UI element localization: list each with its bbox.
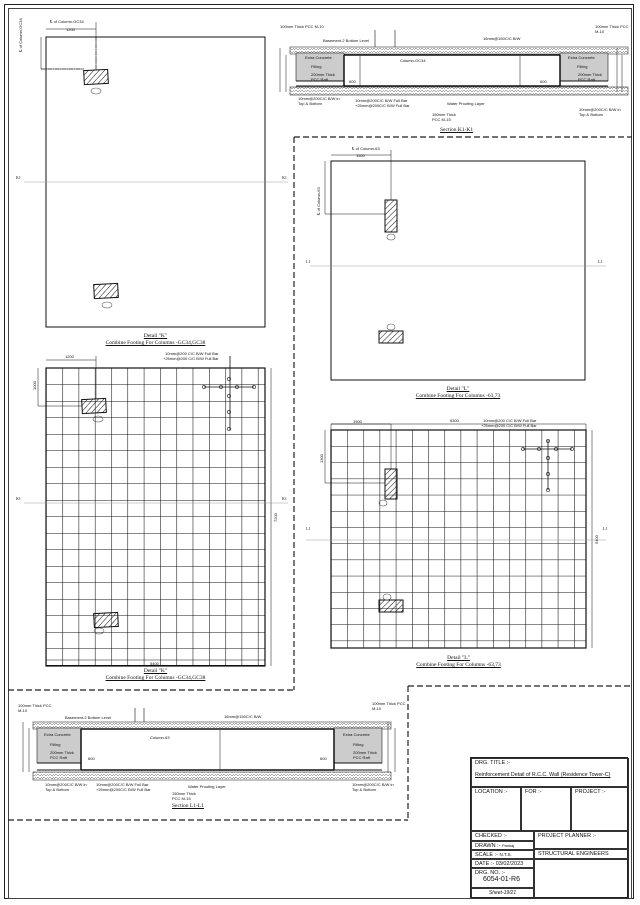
sl1-raft-right: 200mm Thick PCC Raft (353, 750, 377, 760)
bar-note-1-l: 10mm@200 C/C B/W Full Bar (483, 418, 537, 423)
date-value: 03/02/2023 (495, 861, 524, 867)
drg-no-cell (471, 868, 534, 888)
column-label-63: ℄ of Column-63 (352, 146, 380, 151)
drawn-label: DRAWN :- (475, 843, 501, 849)
structural-engineers: STRUCTURAL ENGINEERS (538, 851, 609, 857)
sl1-dim-600-left: 600 (88, 756, 95, 761)
sk1-waterproof: Water Proofing Layer (447, 101, 485, 106)
sk1-dim-600-left: 600 (349, 79, 356, 84)
checked-cell (471, 831, 534, 841)
detail-k-reinf-subcaption: Combine Footing For Columns -GC34,GC38 (105, 675, 206, 681)
detail-l-reinf-caption: Detail "L" (447, 655, 470, 661)
project-label: PROJECT :- (575, 789, 606, 795)
dim-6300: 6300 (450, 418, 459, 423)
column-label-gc34: ℄ of Column-GC34 (50, 19, 84, 24)
dim-5400: 5400 (150, 661, 159, 666)
drg-title: Reinforcement Detail of R.C.C. Wall (Residence Tower-C) (475, 772, 611, 778)
sl1-waterproof: Water Proofing Layer (188, 784, 226, 789)
project-planner-cell (534, 831, 629, 849)
sheet-number-cell (471, 888, 534, 899)
sl1-filling-right: Filling (353, 742, 364, 747)
detail-l-reinf-subcaption: Combine Footing For Columns -63,73 (416, 662, 501, 668)
section-mark-l1-right: L1 (598, 259, 603, 264)
sk1-extra-concrete-left: Extra Concrete (305, 55, 332, 60)
sl1-pcc-top-left: 100mm Thick PCC M-10 (18, 703, 52, 713)
drg-no-label: DRG. NO. :- (475, 870, 505, 876)
sl1-bottom-bar-1: 10mm@200C/C B/W Full Bar (96, 782, 149, 787)
sl1-bottom-left-bar: 10mm@200C/C B/W in Top & Bottom (45, 782, 87, 792)
dim-1500: 1500 (356, 153, 365, 158)
drawn-cell (471, 841, 534, 850)
dim-7200: 7200 (273, 513, 278, 522)
dim-1500-reinf: 1500 (353, 419, 362, 424)
drg-no: 6054-01-R6 (483, 876, 520, 883)
sl1-pcc-top-right: 100mm Thick PCC M-10 (372, 701, 406, 711)
sk1-pcc-bottom: 150mm Thick PCC M-15 (432, 112, 456, 122)
bar-note-2-k: +25mm@200 C/C B/W Full Bar (163, 356, 219, 361)
scale-label: SCALE :- (475, 852, 498, 858)
sk1-extra-concrete-right: Extra Concrete (568, 55, 595, 60)
bar-note-1-k: 10mm@200 C/C B/W Full Bar (165, 351, 219, 356)
sl1-pcc-bottom: 150mm Thick PCC M-15 (172, 791, 196, 801)
section-l1-caption: Section L1-L1 (172, 803, 204, 809)
detail-k-caption: Detail "K" (143, 333, 168, 339)
location-cell (471, 787, 521, 831)
dim-5400-l: 5400 (594, 535, 599, 544)
sk1-pcc-top-left: 100mm Thick PCC M-10 (280, 24, 324, 29)
blank-cell (534, 859, 629, 899)
sk1-raft-right: 200mm Thick PCC Raft (578, 72, 602, 82)
sl1-dim-600-right: 600 (320, 756, 327, 761)
sk1-pcc-top-right: 100mm Thick PCC M-10 (595, 24, 629, 34)
sl1-filling-left: Filling (50, 742, 61, 747)
sl1-bottom-right-bar: 10mm@200C/C B/W in Top & Bottom (352, 782, 394, 792)
date-label: DATE :- (475, 861, 495, 867)
detail-l-subcaption: Combine Footing For Columns -63,73 (415, 393, 501, 399)
sk1-filling-right: Filling (577, 64, 588, 69)
sheet-number: Sheet-19/21 (488, 890, 517, 896)
dim-1200: 1200 (66, 27, 75, 32)
sk1-raft-left: 200mm Thick PCC Raft (311, 72, 335, 82)
sk1-dim-600-right: 600 (540, 79, 547, 84)
scale-value: N.T.S. (499, 852, 512, 857)
sk1-bottom-bar-1: 10mm@200C/C B/W Full Bar (355, 98, 408, 103)
sk1-bottom-bar-2: +25mm@200C/C B/W Full Bar (355, 103, 410, 108)
detail-l-caption: Detail "L" (446, 386, 470, 392)
sl1-bottom-bar-2: +25mm@200C/C B/W Full Bar (96, 787, 151, 792)
project-cell (571, 787, 629, 831)
checked-label: CHECKED :- (475, 833, 507, 839)
structural-engineers-cell (534, 849, 629, 859)
detail-k-subcaption: Combine Footing For Columns -GC34,GC38 (105, 340, 206, 346)
for-cell (521, 787, 571, 831)
sl1-extra-concrete-left: Extra Concrete (44, 732, 71, 737)
for-label: FOR :- (525, 789, 542, 795)
sk1-bottom-right-bar: 10mm@200C/C B/W in Top & Bottom (579, 107, 621, 117)
sk1-basement-level: Basement-2 Bottom Level (323, 38, 370, 43)
sl1-extra-concrete-right: Extra Concrete (343, 732, 370, 737)
section-mark-k1-left-reinf: K1 (16, 496, 21, 501)
sk1-top-bar: 16mm@150C/C B/W (483, 36, 521, 41)
location-label: LOCATION :- (475, 789, 508, 795)
bar-note-2-l: +25mm@200 C/C B/W Full Bar (481, 423, 537, 428)
column-label-63-vertical: ℄ of Column-63 (316, 187, 321, 215)
project-planner-label: PROJECT PLANNER :- (538, 833, 596, 839)
section-mark-k1-right: K1 (282, 175, 287, 180)
dim-1000-reinf: 1000 (32, 381, 37, 390)
drg-title-label: DRG. TITLE :- (475, 760, 511, 766)
sl1-raft-left: 200mm Thick PCC Raft (50, 750, 74, 760)
dim-1300-reinf: 1300 (319, 454, 324, 463)
detail-k-reinf-caption: Detail "K" (143, 668, 168, 674)
date-cell (471, 859, 534, 868)
section-k1-caption: Section K1-K1 (440, 127, 474, 133)
column-label-gc34-vertical: ℄ of Column-GC34 (18, 18, 23, 52)
dim-1200-reinf: 1200 (65, 354, 74, 359)
sl1-top-bar: 16mm@150C/C B/W (224, 714, 262, 719)
section-mark-k1-right-reinf: K1 (282, 496, 287, 501)
sk1-bottom-left-bar: 10mm@200C/C B/W in Top & Bottom (298, 96, 340, 106)
section-mark-l1-right-reinf: L1 (603, 526, 608, 531)
scale-cell (471, 850, 534, 859)
section-mark-l1-left: L1 (306, 259, 311, 264)
section-mark-k1-left: K1 (16, 175, 21, 180)
title-block (470, 757, 628, 898)
section-mark-l1-left-reinf: L1 (306, 526, 311, 531)
drg-title-cell (471, 758, 629, 787)
sl1-basement-level: Basement-2 Bottom Level (65, 715, 112, 720)
sl1-column: Column-63 (150, 735, 170, 740)
drawn-by: Pankaj (502, 843, 515, 848)
sk1-column: Column-GC34 (400, 58, 426, 63)
sk1-filling-left: Filling (311, 64, 322, 69)
